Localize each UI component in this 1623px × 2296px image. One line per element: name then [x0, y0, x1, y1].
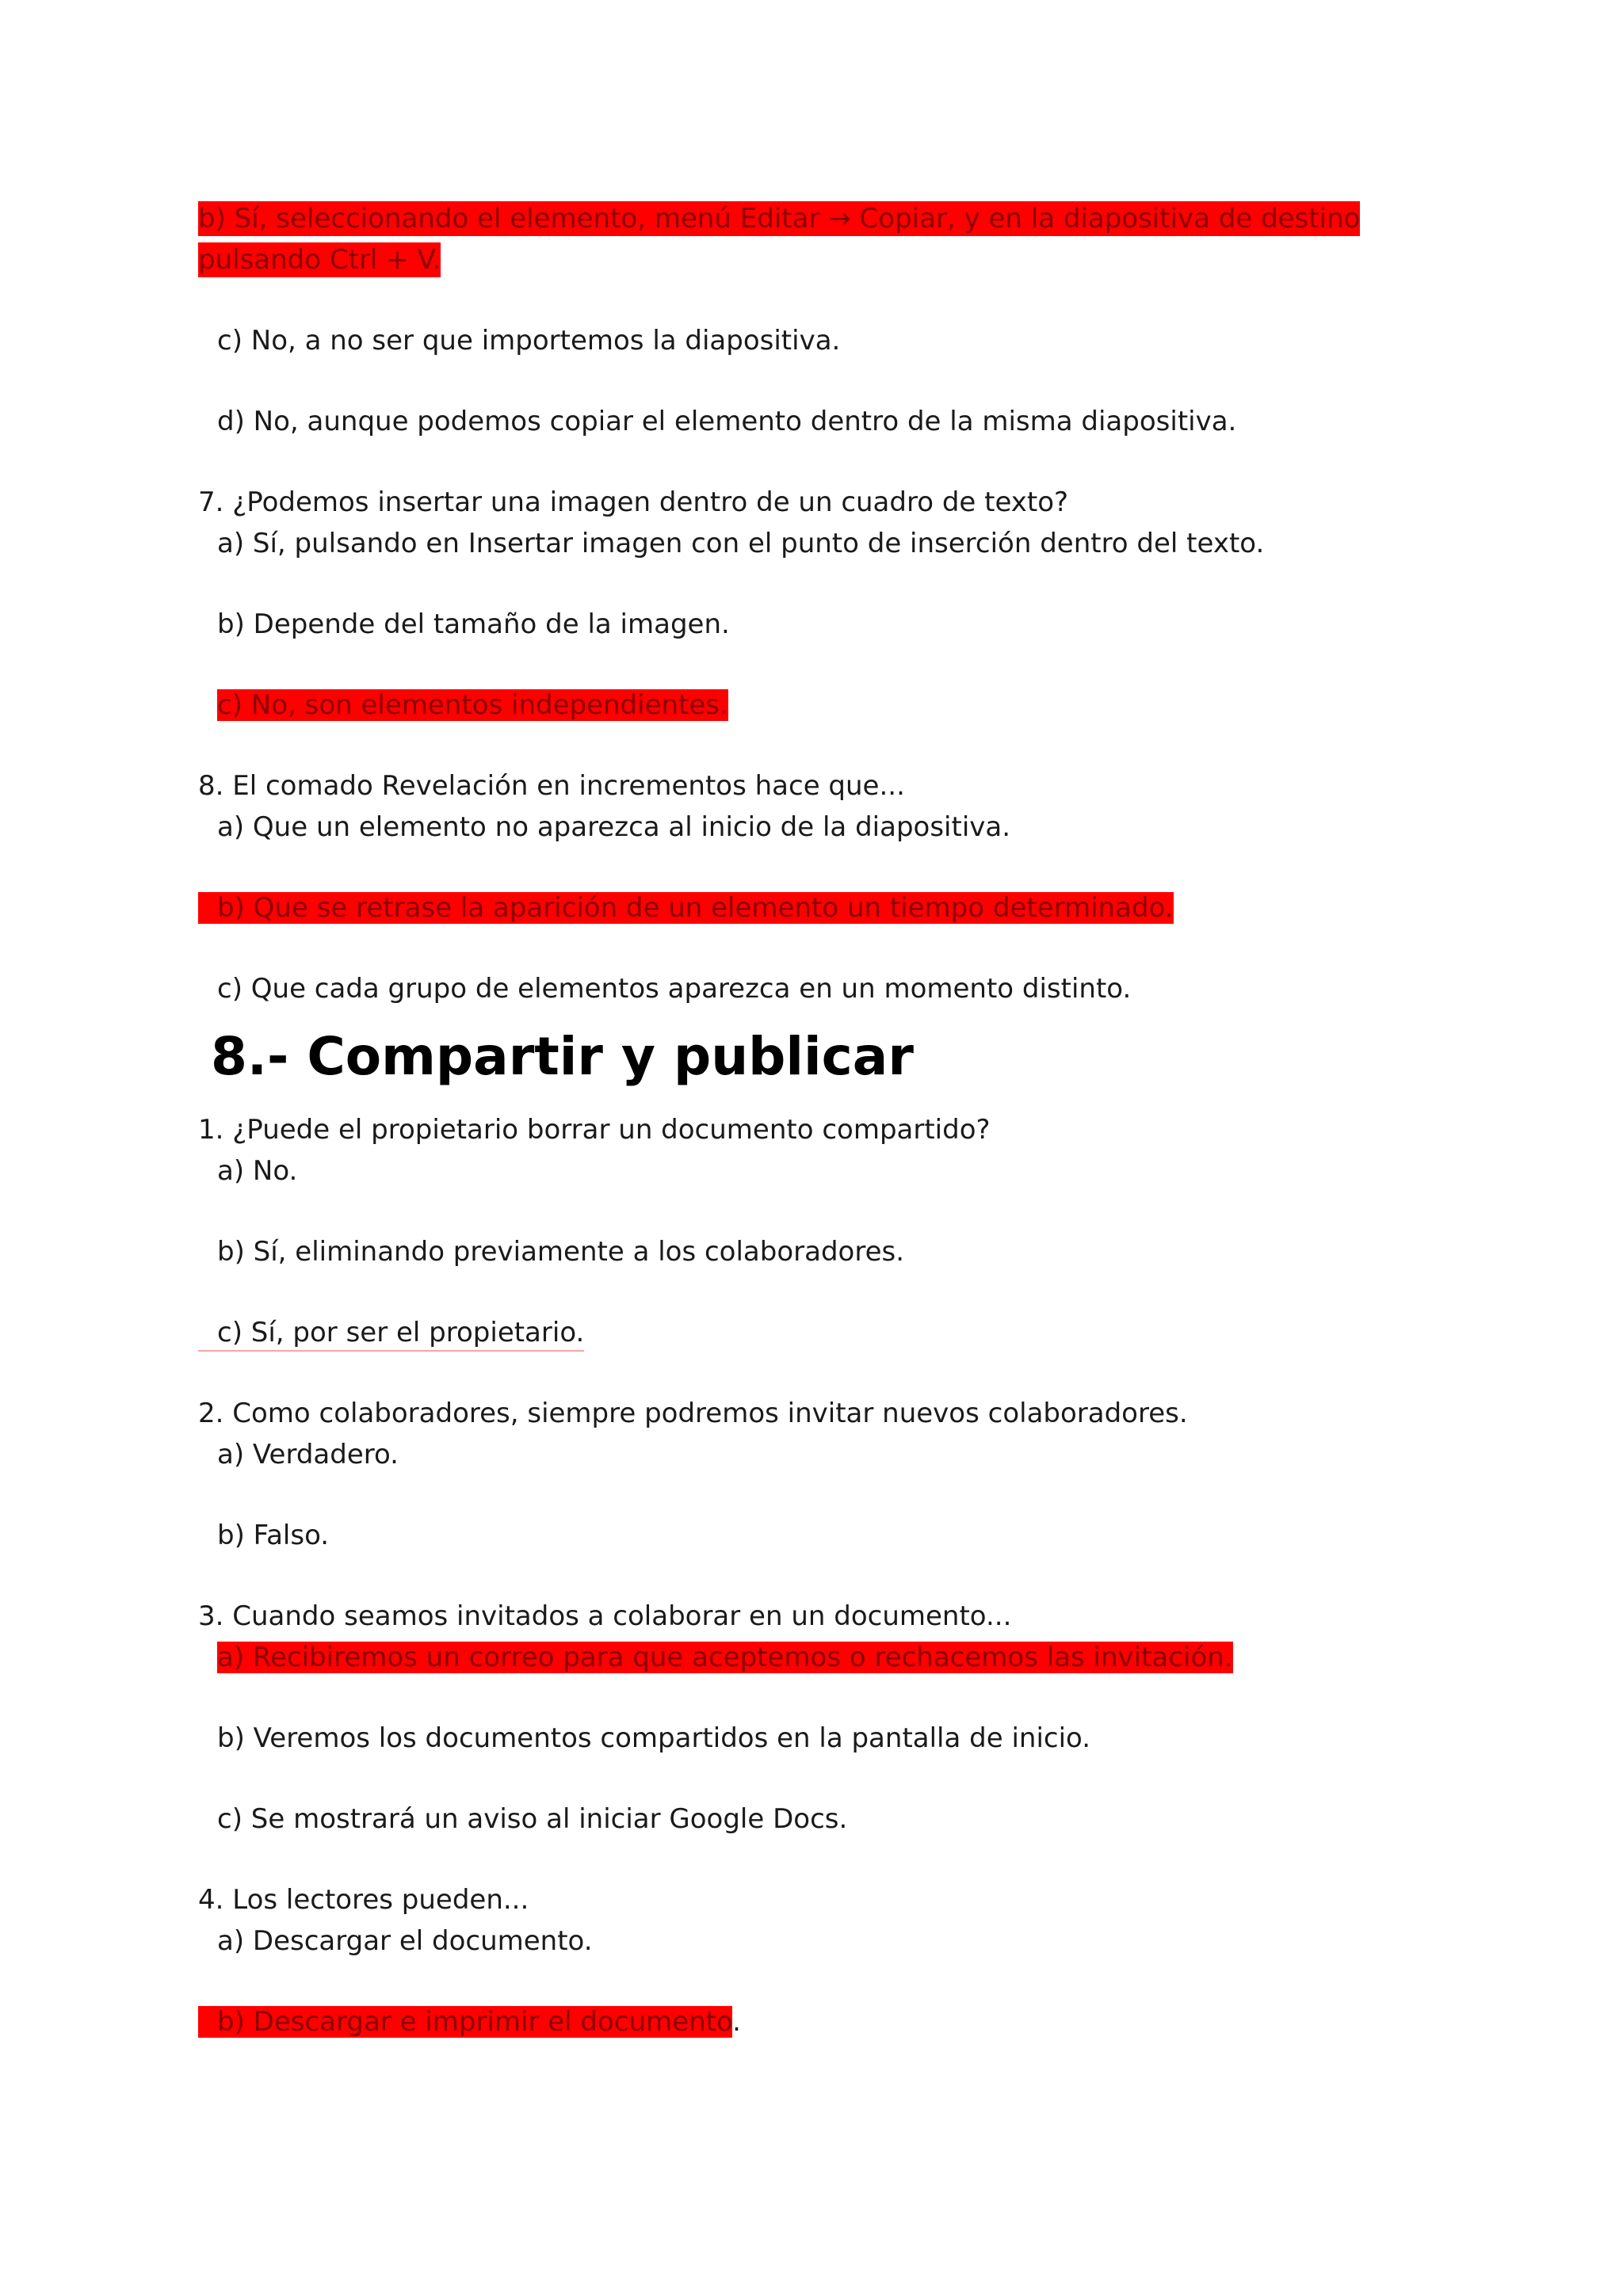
spacer: [198, 848, 1419, 887]
spacer: [198, 1678, 1419, 1718]
question-2: 2. Como colaboradores, siempre podremos invitar nuevos colaboradores.: [198, 1398, 1188, 1429]
answer-q4-a: a) Descargar el documento.: [217, 1925, 593, 1957]
answer-q8-b: [198, 887, 1419, 929]
answer-q6-d: d) No, aunque podemos copiar el elemento dentro de la misma diapositiva.: [217, 406, 1237, 437]
highlighted-answer: b) Sí, seleccionando el elemento, menú Editar → Copiar, y en la diapositiva de destino pulsando Ctrl + V.: [198, 203, 1361, 276]
section-heading: 8.- Compartir y publicar: [211, 1026, 914, 1087]
answer-q2-b: b) Falso.: [217, 1520, 330, 1551]
spacer: [198, 1475, 1419, 1515]
spacer: [198, 280, 1419, 320]
highlighted-answer: b) Descargar e imprimir el documento: [198, 2006, 732, 2038]
answer-q2-a: a) Verdadero.: [217, 1439, 399, 1470]
question-3: 3. Cuando seamos invitados a colaborar en un documento...: [198, 1600, 1012, 1632]
answer-q7-b: b) Depende del tamaño de la imagen.: [217, 608, 730, 640]
answer-q6-b: [198, 198, 1411, 280]
spacer: [198, 1962, 1419, 2001]
answer-trailing-period: .: [732, 2006, 741, 2038]
answer-q4-b: [198, 2001, 1419, 2042]
highlighted-answer: a) Recibiremos un correo para que aceptemos o rechacemos las invitación.: [217, 1642, 1233, 1673]
answer-q3-a: [198, 1637, 1419, 1678]
answer-q1-a: a) No.: [217, 1155, 298, 1187]
question-1: 1. ¿Puede el propietario borrar un documento compartido?: [198, 1114, 991, 1146]
answer-q7-c: [198, 685, 1419, 726]
question-4: 4. Los lectores pueden...: [198, 1884, 529, 1916]
question-8: 8. El comado Revelación en incrementos hace que...: [198, 770, 905, 802]
document-content: [198, 198, 1419, 2042]
spacer: [198, 1192, 1419, 1231]
spacer: [198, 1556, 1419, 1596]
answer-q6-c: c) No, a no ser que importemos la diapositiva.: [217, 325, 841, 357]
spacer: [198, 442, 1419, 482]
answer-q3-b: b) Veremos los documentos compartidos en la pantalla de inicio.: [217, 1722, 1091, 1754]
spacer: [198, 1272, 1419, 1312]
marked-answer: c) Sí, por ser el propietario.: [198, 1317, 584, 1352]
spacer: [198, 929, 1419, 968]
question-7: 7. ¿Podemos insertar una imagen dentro de un cuadro de texto?: [198, 486, 1069, 518]
spacer: [198, 726, 1419, 765]
answer-q1-b: b) Sí, eliminando previamente a los colaboradores.: [217, 1236, 905, 1268]
spacer: [198, 564, 1419, 604]
highlighted-answer: b) Que se retrase la aparición de un elemento un tiempo determinado.: [198, 892, 1174, 924]
spacer: [198, 1353, 1419, 1393]
spacer: [198, 361, 1419, 401]
answer-q3-c: c) Se mostrará un aviso al iniciar Google Docs.: [217, 1803, 848, 1835]
answer-q8-c: c) Que cada grupo de elementos aparezca en un momento distinto.: [217, 973, 1132, 1005]
spacer: [198, 1759, 1419, 1798]
answer-q7-a: a) Sí, pulsando en Insertar imagen con el punto de inserción dentro del texto.: [217, 528, 1265, 559]
spacer: [198, 1840, 1419, 1879]
highlighted-answer: c) No, son elementos independientes.: [217, 689, 728, 721]
answer-q8-a: a) Que un elemento no aparezca al inicio de la diapositiva.: [217, 811, 1011, 843]
answer-q1-c: [198, 1312, 1419, 1353]
spacer: [198, 645, 1419, 685]
